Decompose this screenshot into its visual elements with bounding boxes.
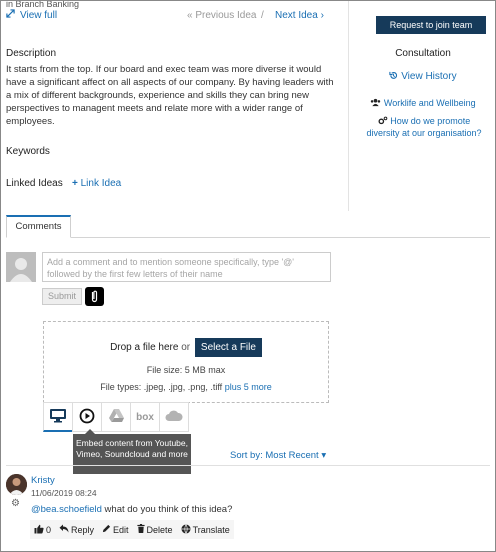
join-team-button[interactable]: Request to join team [376,16,486,34]
or-text: or [181,342,191,353]
edit-label: Edit [113,524,129,535]
comment-body: what do you think of this idea? [101,504,233,515]
view-full-label: View full [20,9,58,21]
source-cloud[interactable] [159,402,189,432]
like-count: 0 [46,524,52,535]
reply-label: Reply [71,524,95,535]
attach-button[interactable] [85,287,104,306]
box-icon: box [136,411,154,423]
reply-button[interactable] [59,524,94,535]
select-file-button[interactable]: Select a File [195,338,262,357]
avatar-kristy[interactable] [6,474,27,495]
monitor-icon [49,408,67,426]
file-size-text: File size: 5 MB max [146,365,226,375]
delete-button[interactable] [137,524,173,535]
cogs-icon [378,116,391,126]
tab-divider [6,237,490,238]
previous-idea-link[interactable]: « Previous Idea [187,10,257,21]
comment-date: 11/06/2019 08:24 [31,488,97,498]
thumbs-up-icon [34,524,44,536]
description-text: It starts from the top. If our board and exec team was more diverse it would have a significant affect on all aspects of our company. By having leaders with a mix of different backgrounds, experience and skills they can bring new perspectives to managent meets and relate more with a wider range of employees. [6,64,334,127]
next-idea-link[interactable]: Next Idea › [275,10,324,21]
plus-more-link[interactable]: plus 5 more [224,382,272,392]
avatar [6,252,36,282]
plus-icon: + [72,178,78,189]
comment-text [31,504,232,515]
tag-link-worklife[interactable] [349,98,496,108]
mention-link[interactable]: @bea.schoefield [31,504,102,515]
globe-icon [181,524,191,536]
cloud-icon [164,409,184,425]
google-drive-icon [108,408,125,426]
translate-label: Translate [192,524,230,535]
sort-dropdown[interactable]: Sort by: Most Recent ▾ [230,450,327,461]
upload-source-row [43,402,188,432]
keywords-heading: Keywords [6,146,50,157]
description-heading: Description [6,48,57,59]
divider [6,465,490,466]
tab-comments[interactable]: Comments [6,215,71,238]
link-idea-button[interactable] [72,178,121,189]
users-icon [370,98,384,108]
tag-link-diversity[interactable] [363,115,485,139]
view-history-link[interactable] [349,71,496,82]
tag-label-worklife: Worklife and Wellbeing [383,98,476,108]
link-idea-label: Link Idea [80,178,122,189]
delete-label: Delete [146,524,173,535]
source-embed[interactable] [72,402,102,432]
source-box[interactable] [130,402,160,432]
gear-icon[interactable]: ⚙ [11,498,20,509]
expand-icon [6,9,15,21]
play-circle-icon [79,408,95,427]
paperclip-icon [85,298,104,309]
drop-text: Drop a file here [110,342,179,353]
submit-button[interactable]: Submit [42,288,82,305]
drop-line [43,338,329,357]
embed-tooltip: Embed content from Youtube, Vimeo, Soundcloud and more [73,434,191,474]
reply-icon [59,524,69,535]
nav-separator: / [261,10,264,21]
truncated-text: in Branch Banking [6,0,80,9]
file-types-line [43,382,329,392]
consultation-label: Consultation [395,48,451,59]
file-types-text: File types: .jpeg, .jpg, .png, .tiff [100,382,223,392]
like-button[interactable] [34,524,51,536]
source-google-drive[interactable] [101,402,131,432]
pencil-icon [102,524,111,535]
comment-input[interactable]: Add a comment and to mention someone specifically, type '@' followed by the first few letters of their name [42,252,331,282]
linked-ideas-heading: Linked Ideas [6,178,63,189]
comment-actions [30,520,234,539]
comment-author[interactable]: Kristy [31,475,55,486]
translate-button[interactable] [181,524,230,536]
view-full-link[interactable] [6,9,57,21]
edit-button[interactable] [102,524,129,535]
tag-label-diversity: How do we promote diversity at our organisation? [366,116,482,138]
source-computer[interactable] [43,402,73,432]
history-icon [389,71,401,82]
view-history-label: View History [401,71,457,82]
trash-icon [137,524,145,535]
